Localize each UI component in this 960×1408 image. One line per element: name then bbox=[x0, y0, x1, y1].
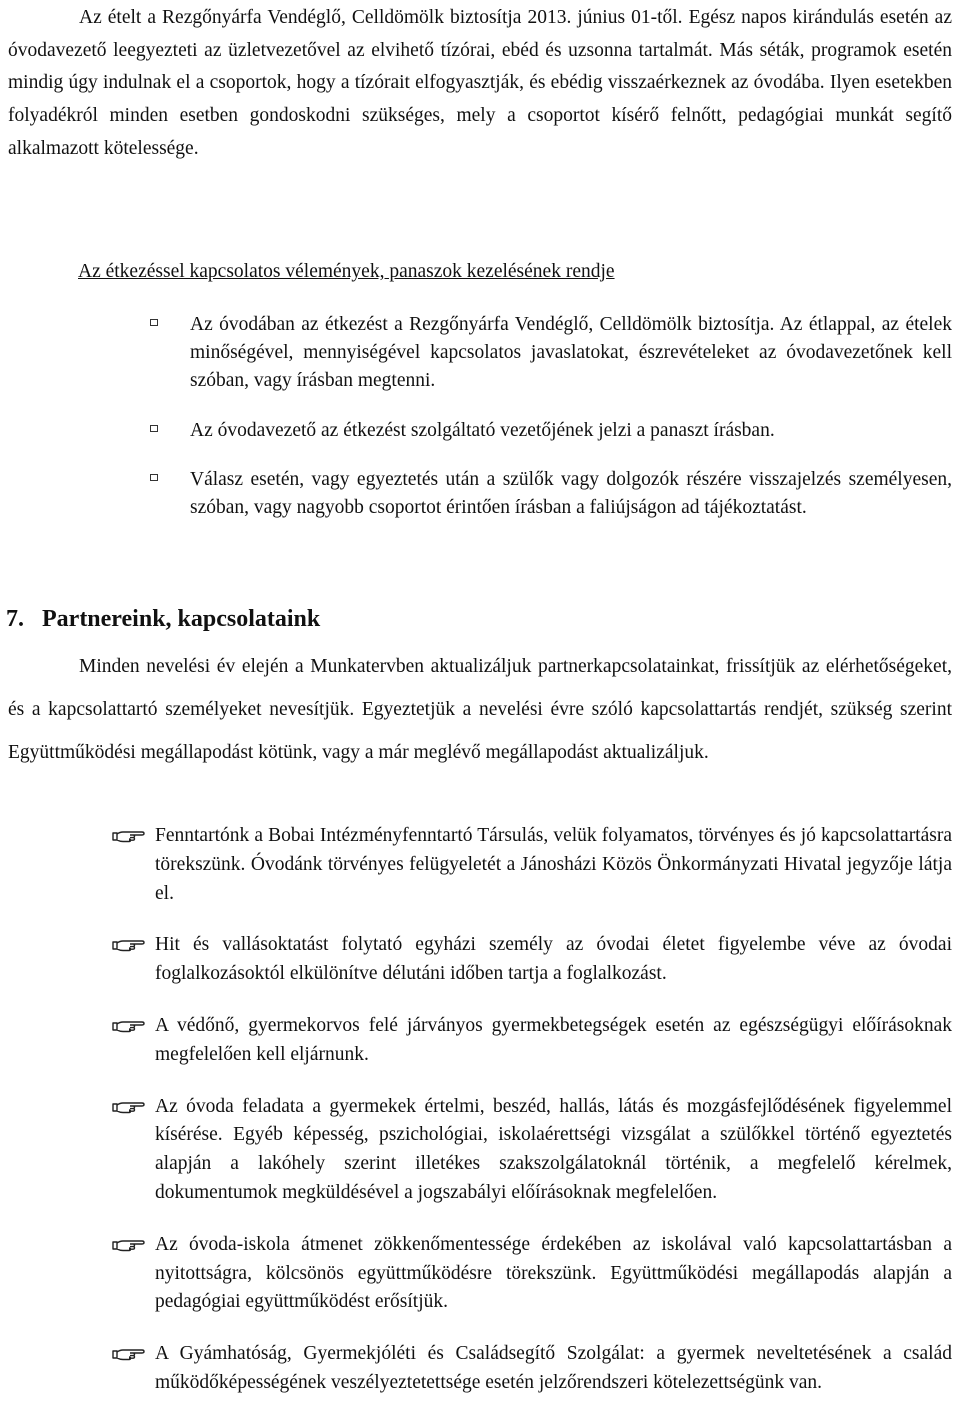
list-item-text: A védőnő, gyermekorvos felé járványos gyermekbetegségek esetén az egészségügyi előírásoknak megfelelően kell eljárnunk. bbox=[155, 1014, 952, 1065]
partners-item-1 bbox=[112, 822, 952, 908]
section-heading bbox=[6, 603, 320, 635]
complaints-heading: Az étkezéssel kapcsolatos vélemények, panaszok kezelésének rendje bbox=[78, 261, 615, 282]
intro-paragraph: Az ételt a Rezgőnyárfa Vendéglő, Celldömölk biztosítja 2013. június 01-től. Egész napos kirándulás esetén az óvodavezető leegyezteti az üzletvezetővel az elvihető tízórai, ebéd és uzsonna tartalmát. Más séták, programok esetén mindig úgy indulnak el a csoportok, hogy a tízórait elfogyasztják, és ebédig visszaérkeznek az óvodába. Ilyen esetekben folyadékról minden esetben gondoskodni szükséges, mely a csoportot kísérő felnőtt, pedagógiai munkát segítő alkalmazott kötelessége. bbox=[8, 7, 952, 159]
square-bullet-icon bbox=[150, 425, 158, 432]
list-item-text: Fenntartónk a Bobai Intézményfenntartó Társulás, velük folyamatos, törvényes és jó kapcsolattartásra törekszünk. Óvodánk törvényes felügyeletét a Jánosházi Közös Önkormányzati Hivatal jegyzője látja el. bbox=[155, 825, 952, 904]
partners-paragraph: Minden nevelési év elején a Munkatervben aktualizáljuk partnerkapcsolatainkat, frissítjük az elérhetőségeket, és a kapcsolattartó személyeket nevesítjük. Egyeztetjük a nevelési évre szóló kapcsolattartás rendjét, szükség szerint Együttműködési megállapodást kötünk, vagy a már meglévő megállapodást aktualizáljuk. bbox=[8, 656, 952, 763]
list-item-text: A Gyámhatóság, Gyermekjóléti és Családsegítő Szolgálat: a gyermek neveltetésének a család működőképességének veszélyeztetettsége esetén jelzőrendszeri kötelezettségünk van. bbox=[155, 1343, 952, 1393]
pointing-hand-icon bbox=[112, 1099, 146, 1115]
list-item-text: Hit és vallásoktatást folytató egyházi személy az óvodai életet figyelembe véve az óvodai foglalkozásoktól elkülönítve délutáni időben tartja a foglalkozást. bbox=[155, 934, 952, 985]
section-number: 7. bbox=[6, 606, 24, 632]
list-item-text: Az óvoda-iskola átmenet zökkenőmentessége érdekében az iskolával való kapcsolattartásban a nyitottságra, kölcsönös együttműködésre törekszünk. Együttműködési megállapodás alapján a pedagógiai együttműködést erősítjük. bbox=[155, 1233, 952, 1313]
partners-item-4 bbox=[112, 1093, 952, 1208]
partners-list bbox=[112, 822, 952, 1398]
square-bullet-icon bbox=[150, 474, 158, 481]
pointing-hand-icon bbox=[112, 828, 146, 844]
list-item-text: Az óvodavezető az étkezést szolgáltató vezetőjének jelzi a panaszt írásban. bbox=[190, 420, 775, 441]
section-title: Partnereink, kapcsolataink bbox=[42, 606, 321, 632]
partners-item-2 bbox=[112, 931, 952, 989]
pointing-hand-icon bbox=[112, 1237, 146, 1253]
complaints-item-3 bbox=[150, 466, 952, 522]
partners-item-3 bbox=[112, 1012, 952, 1070]
complaints-item-2 bbox=[150, 417, 952, 445]
square-bullet-icon bbox=[150, 319, 158, 326]
complaints-list bbox=[150, 311, 952, 522]
pointing-hand-icon bbox=[112, 937, 146, 953]
partners-item-6 bbox=[112, 1340, 952, 1398]
list-item-text: Az óvoda feladata a gyermekek értelmi, beszéd, hallás, látás és mozgásfejlődésének figyelemmel kísérése. Egyéb képesség, pszichológiai, iskolaérettségi vizsgálat a szülőkkel történő egyeztetés alapján a lakóhely szerint illetékes szakszolgálatoknál történik, a megfelelő kérelmek, dokumentumok megküldésével a jogszabályi előírásoknak megfelelően. bbox=[155, 1095, 952, 1203]
list-item-text: Válasz esetén, vagy egyeztetés után a szülők vagy dolgozók részére visszajelzés személyesen, szóban, vagy nagyobb csoportot érintően írásban a faliújságon ad tájékoztatást. bbox=[190, 469, 952, 518]
pointing-hand-icon bbox=[112, 1018, 146, 1034]
pointing-hand-icon bbox=[112, 1346, 146, 1362]
partners-item-5 bbox=[112, 1231, 952, 1317]
list-item-text: Az óvodában az étkezést a Rezgőnyárfa Vendéglő, Celldömölk biztosítja. Az étlappal, az ételek minőségével, mennyiségével kapcsolatos javaslatokat, észrevételeket az óvodavezetőnek kell szóban, vagy írásban megtenni. bbox=[190, 314, 952, 391]
complaints-item-1 bbox=[150, 311, 952, 395]
